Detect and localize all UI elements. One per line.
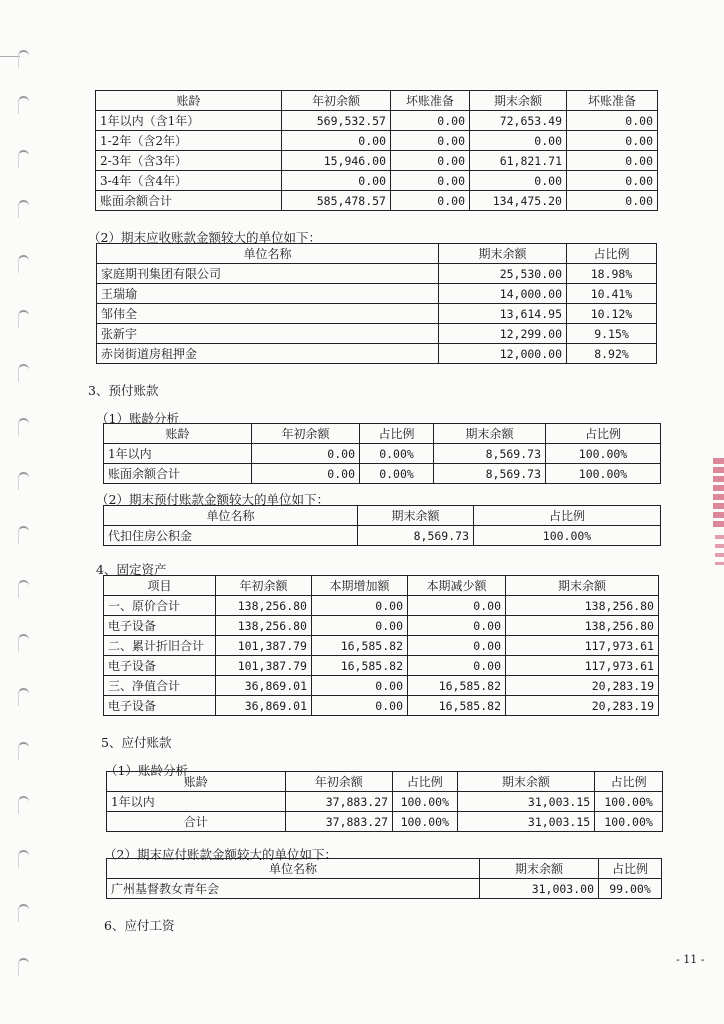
- binding-hole: [18, 310, 29, 328]
- header-cell: 占比例: [393, 772, 458, 792]
- cell-value: 37,883.27: [285, 792, 393, 812]
- row-label: 二、累计折旧合计: [104, 636, 216, 656]
- cell-value: 61,821.71: [470, 151, 567, 171]
- header-cell: 期末余额: [358, 506, 474, 526]
- cell-value: 117,973.61: [506, 656, 659, 676]
- cell-value: 585,478.57: [282, 191, 391, 211]
- header-cell: 占比例: [474, 506, 661, 526]
- cell-percent: 100.00%: [546, 464, 661, 484]
- table-row: [104, 596, 659, 616]
- cell-value: 31,003.00: [480, 879, 599, 899]
- table-row: [97, 264, 657, 284]
- header-cell: 单位名称: [104, 506, 358, 526]
- row-label: 电子设备: [104, 616, 216, 636]
- binding-hole: [18, 796, 29, 814]
- binding-hole: [18, 255, 29, 273]
- binding-hole: [18, 634, 29, 652]
- cell-value: 72,653.49: [470, 111, 567, 131]
- header-cell: 账龄: [107, 772, 286, 792]
- prepayments-aging-table: [103, 423, 661, 484]
- cell-percent: 0.00%: [360, 464, 434, 484]
- cell-percent: 100.00%: [474, 526, 661, 546]
- cell-value: 0.00: [312, 676, 408, 696]
- payables-aging-table: [106, 771, 663, 832]
- cell-value: 0.00: [567, 111, 658, 131]
- table-row: [104, 526, 661, 546]
- header-cell: 占比例: [595, 772, 663, 792]
- payables-top-table: [106, 858, 662, 899]
- table-row: [104, 636, 659, 656]
- cell-value: 138,256.80: [216, 616, 312, 636]
- cell-value: 0.00: [312, 696, 408, 716]
- cell-percent: 10.12%: [567, 304, 657, 324]
- cell-value: 16,585.82: [408, 676, 506, 696]
- binding-hole: [18, 580, 29, 598]
- table-row: [104, 656, 659, 676]
- cell-value: 0.00: [312, 596, 408, 616]
- binding-hole: [18, 958, 29, 976]
- header-cell: 期末余额: [470, 91, 567, 111]
- table-row: [96, 151, 658, 171]
- cell-value: 36,869.01: [216, 696, 312, 716]
- table-header-row: [107, 859, 662, 879]
- cell-value: 0.00: [567, 171, 658, 191]
- table-row: [104, 444, 661, 464]
- cell-value: 37,883.27: [285, 812, 393, 832]
- cell-value: 16,585.82: [312, 656, 408, 676]
- cell-value: 25,530.00: [439, 264, 567, 284]
- cell-value: 12,000.00: [439, 344, 567, 364]
- row-label: 一、原价合计: [104, 596, 216, 616]
- cell-value: 8,569.73: [434, 444, 546, 464]
- table-row: [107, 792, 663, 812]
- cell-value: 0.00: [282, 131, 391, 151]
- cell-value: 0.00: [252, 444, 360, 464]
- header-cell: 占比例: [546, 424, 661, 444]
- payables-aging-title: （1）账龄分析: [105, 763, 188, 778]
- table-row-total: [107, 812, 663, 832]
- cell-value: 8,569.73: [434, 464, 546, 484]
- cell-percent: 100.00%: [546, 444, 661, 464]
- cell-value: 31,003.15: [457, 792, 595, 812]
- row-label: 账面余额合计: [104, 464, 252, 484]
- header-cell: 年初余额: [282, 91, 391, 111]
- header-cell: 占比例: [599, 859, 662, 879]
- unit-name: 邹伟全: [97, 304, 439, 324]
- unit-name: 赤岗街道房租押金: [97, 344, 439, 364]
- unit-name: 家庭期刊集团有限公司: [97, 264, 439, 284]
- header-cell: 坏账准备: [391, 91, 470, 111]
- binding-hole: [18, 526, 29, 544]
- section-title-wages: 6、应付工资: [104, 918, 175, 933]
- cell-value: 0.00: [567, 151, 658, 171]
- row-label: 1年以内: [104, 444, 252, 464]
- header-cell: 年初余额: [216, 576, 312, 596]
- cell-value: 0.00: [470, 171, 567, 191]
- row-label: 1年以内: [107, 792, 286, 812]
- binding-hole: [18, 742, 29, 760]
- cell-value: 134,475.20: [470, 191, 567, 211]
- row-label: 三、净值合计: [104, 676, 216, 696]
- header-cell: 单位名称: [97, 244, 439, 264]
- header-cell: 年初余额: [285, 772, 393, 792]
- table-header-row: [104, 576, 659, 596]
- cell-value: 14,000.00: [439, 284, 567, 304]
- cell-value: 0.00: [408, 596, 506, 616]
- cell-value: 0.00: [282, 171, 391, 191]
- header-cell: 占比例: [567, 244, 657, 264]
- binding-hole: [18, 150, 29, 168]
- cell-percent: 18.98%: [567, 264, 657, 284]
- header-cell: 账龄: [96, 91, 282, 111]
- unit-name: 代扣住房公积金: [104, 526, 358, 546]
- unit-name: 王瑞瑜: [97, 284, 439, 304]
- table-header-row: [104, 506, 661, 526]
- cell-value: 138,256.80: [506, 596, 659, 616]
- cell-value: 8,569.73: [358, 526, 474, 546]
- cell-value: 101,387.79: [216, 656, 312, 676]
- section-title-prepayments: 3、预付账款: [88, 383, 159, 398]
- header-cell: 本期增加额: [312, 576, 408, 596]
- cell-value: 31,003.15: [457, 812, 595, 832]
- row-label: 2-3年（含3年）: [96, 151, 282, 171]
- cell-value: 101,387.79: [216, 636, 312, 656]
- cell-value: 0.00: [567, 191, 658, 211]
- cell-percent: 99.00%: [599, 879, 662, 899]
- table-row: [107, 879, 662, 899]
- header-cell: 期末余额: [480, 859, 599, 879]
- header-cell: 本期减少额: [408, 576, 506, 596]
- row-label: 1-2年（含2年）: [96, 131, 282, 151]
- cell-percent: 100.00%: [393, 792, 458, 812]
- cell-percent: 0.00%: [360, 444, 434, 464]
- scan-corner-mark: [0, 56, 20, 57]
- table-row: [104, 616, 659, 636]
- cell-value: 15,946.00: [282, 151, 391, 171]
- page-number: - 11 -: [676, 953, 705, 966]
- cell-value: 0.00: [408, 616, 506, 636]
- row-label: 1年以内（含1年）: [96, 111, 282, 131]
- header-cell: 占比例: [360, 424, 434, 444]
- cell-value: 0.00: [391, 151, 470, 171]
- table-row: [96, 111, 658, 131]
- table-header-row: [96, 91, 658, 111]
- cell-percent: 100.00%: [595, 792, 663, 812]
- cell-value: 0.00: [312, 616, 408, 636]
- unit-name: 张新宇: [97, 324, 439, 344]
- unit-name: 广州基督教女青年会: [107, 879, 480, 899]
- cell-value: 16,585.82: [408, 696, 506, 716]
- binding-hole: [18, 688, 29, 706]
- row-label: 3-4年（含4年）: [96, 171, 282, 191]
- table-row: [97, 344, 657, 364]
- cell-value: 0.00: [391, 131, 470, 151]
- table-header-row: [104, 424, 661, 444]
- binding-hole: [18, 364, 29, 382]
- table-row: [97, 304, 657, 324]
- section-title-fixed-assets: 4、固定资产: [96, 562, 167, 577]
- cell-percent: 100.00%: [595, 812, 663, 832]
- table-row: [104, 696, 659, 716]
- cell-value: 138,256.80: [506, 616, 659, 636]
- table-row: [97, 284, 657, 304]
- cell-value: 138,256.80: [216, 596, 312, 616]
- red-seal-stamp-fragment: [715, 535, 724, 565]
- binding-hole: [18, 200, 29, 218]
- cell-value: 117,973.61: [506, 636, 659, 656]
- binding-hole: [18, 418, 29, 436]
- cell-value: 0.00: [567, 131, 658, 151]
- cell-percent: 10.41%: [567, 284, 657, 304]
- fixed-assets-table: [103, 575, 659, 716]
- binding-holes: [18, 30, 32, 1010]
- table-header-row: [107, 772, 663, 792]
- red-seal-stamp: [713, 458, 724, 528]
- table-row: [96, 171, 658, 191]
- table-row: [104, 676, 659, 696]
- cell-value: 36,869.01: [216, 676, 312, 696]
- prepayments-aging-title: （1）账龄分析: [96, 411, 179, 426]
- cell-value: 0.00: [408, 636, 506, 656]
- table-row-total: [104, 464, 661, 484]
- table-header-row: [97, 244, 657, 264]
- table-row: [97, 324, 657, 344]
- cell-value: 16,585.82: [312, 636, 408, 656]
- header-cell: 单位名称: [107, 859, 480, 879]
- binding-hole: [18, 904, 29, 922]
- receivables-top-table: [96, 243, 657, 364]
- cell-value: 0.00: [391, 191, 470, 211]
- row-label: 合计: [107, 812, 286, 832]
- header-cell: 账龄: [104, 424, 252, 444]
- row-label: 账面余额合计: [96, 191, 282, 211]
- binding-hole: [18, 50, 29, 68]
- cell-value: 20,283.19: [506, 696, 659, 716]
- cell-percent: 100.00%: [393, 812, 458, 832]
- header-cell: 年初余额: [252, 424, 360, 444]
- cell-value: 0.00: [470, 131, 567, 151]
- cell-value: 0.00: [408, 656, 506, 676]
- header-cell: 项目: [104, 576, 216, 596]
- prepayments-top-table: [103, 505, 661, 546]
- header-cell: 坏账准备: [567, 91, 658, 111]
- row-label: 电子设备: [104, 696, 216, 716]
- cell-value: 569,532.57: [282, 111, 391, 131]
- binding-hole: [18, 472, 29, 490]
- cell-value: 0.00: [391, 111, 470, 131]
- table-row-total: [96, 191, 658, 211]
- cell-value: 13,614.95: [439, 304, 567, 324]
- prepayments-top-title: （2）期末预付账款金额较大的单位如下：: [96, 492, 329, 507]
- cell-percent: 9.15%: [567, 324, 657, 344]
- receivables-top-title: （2）期末应收账款金额较大的单位如下：: [88, 230, 321, 245]
- row-label: 电子设备: [104, 656, 216, 676]
- receivables-aging-table: [95, 90, 658, 211]
- section-title-payables: 5、应付账款: [101, 735, 172, 750]
- header-cell: 期末余额: [457, 772, 595, 792]
- cell-value: 12,299.00: [439, 324, 567, 344]
- header-cell: 期末余额: [434, 424, 546, 444]
- table-row: [96, 131, 658, 151]
- header-cell: 期末余额: [439, 244, 567, 264]
- binding-hole: [18, 96, 29, 114]
- binding-hole: [18, 850, 29, 868]
- cell-value: 20,283.19: [506, 676, 659, 696]
- payables-top-title: （2）期末应付账款金额较大的单位如下：: [104, 847, 337, 862]
- cell-value: 0.00: [252, 464, 360, 484]
- header-cell: 期末余额: [506, 576, 659, 596]
- cell-percent: 8.92%: [567, 344, 657, 364]
- cell-value: 0.00: [391, 171, 470, 191]
